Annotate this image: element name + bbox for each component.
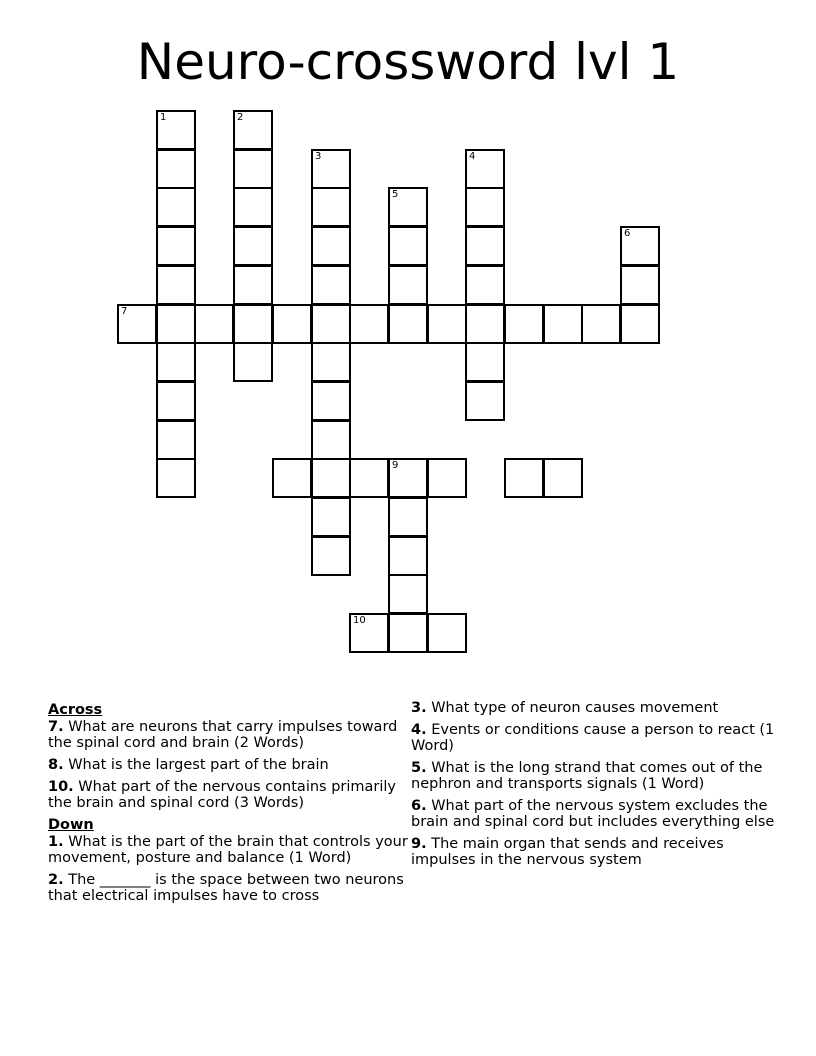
clue-text: What part of the nervous system excludes the brain and spinal cord but includes everything else	[411, 798, 775, 830]
cell-number: 2	[237, 112, 244, 123]
grid-cell[interactable]	[620, 265, 660, 305]
grid-cell[interactable]	[504, 458, 544, 498]
grid-cell[interactable]	[156, 381, 196, 421]
grid-cell[interactable]	[156, 226, 196, 266]
grid-cell[interactable]	[349, 304, 389, 344]
clue-number: 7.	[48, 719, 64, 735]
grid-cell[interactable]	[349, 613, 389, 653]
grid-cell[interactable]	[349, 458, 389, 498]
grid-cell[interactable]	[311, 226, 351, 266]
grid-cell[interactable]	[233, 149, 273, 189]
grid-cell[interactable]	[311, 265, 351, 305]
grid-cell[interactable]	[311, 149, 351, 189]
grid-cell[interactable]	[311, 187, 351, 227]
grid-cell[interactable]	[388, 458, 428, 498]
grid-cell[interactable]	[156, 420, 196, 460]
grid-cell[interactable]	[311, 342, 351, 382]
grid-cell[interactable]	[465, 265, 505, 305]
grid-cell[interactable]	[388, 187, 428, 227]
grid-cell[interactable]	[388, 574, 428, 614]
grid-cell[interactable]	[465, 187, 505, 227]
grid-cell[interactable]	[388, 226, 428, 266]
cell-number: 7	[121, 306, 128, 317]
clue-down-9	[411, 836, 781, 868]
cell-number: 9	[392, 460, 399, 471]
clue-text: What type of neuron causes movement	[431, 700, 719, 716]
clue-number: 4.	[411, 722, 427, 738]
grid-cell[interactable]	[427, 613, 467, 653]
grid-cell[interactable]	[504, 304, 544, 344]
clue-number: 10.	[48, 779, 74, 795]
grid-cell[interactable]	[465, 304, 505, 344]
clue-number: 9.	[411, 836, 427, 852]
clue-across-7	[48, 719, 408, 751]
grid-cell[interactable]	[272, 458, 312, 498]
grid-cell[interactable]	[427, 304, 467, 344]
grid-cell[interactable]	[311, 497, 351, 537]
grid-cell[interactable]	[117, 304, 157, 344]
across-header: Across	[48, 702, 103, 718]
clue-down-6	[411, 798, 781, 830]
grid-cell[interactable]	[388, 497, 428, 537]
cell-number: 1	[160, 112, 167, 123]
clue-text: What part of the nervous contains primarily the brain and spinal cord (3 Words)	[48, 779, 397, 811]
clues-left-column	[48, 700, 408, 910]
grid-cell[interactable]	[543, 304, 583, 344]
grid-cell[interactable]	[233, 226, 273, 266]
cell-number: 10	[353, 615, 366, 626]
clue-text: What is the part of the brain that controls your movement, posture and balance (1 Word)	[48, 834, 408, 866]
grid-cell[interactable]	[233, 110, 273, 150]
grid-cell[interactable]	[620, 226, 660, 266]
grid-cell[interactable]	[233, 265, 273, 305]
clues-right-column	[411, 700, 781, 874]
clue-text: What is the long strand that comes out of the nephron and transports signals (1 Word)	[411, 760, 763, 792]
down-header: Down	[48, 817, 94, 833]
clue-down-1	[48, 834, 408, 866]
cell-number: 4	[469, 151, 476, 162]
grid-cell[interactable]	[311, 420, 351, 460]
clue-down-2	[48, 872, 408, 904]
grid-cell[interactable]	[156, 265, 196, 305]
clue-across-8	[48, 757, 408, 773]
grid-cell[interactable]	[194, 304, 234, 344]
clue-across-10	[48, 779, 408, 811]
grid-cell[interactable]	[465, 149, 505, 189]
grid-cell[interactable]	[427, 458, 467, 498]
clue-text: Events or conditions cause a person to react (1 Word)	[411, 722, 775, 754]
grid-cell[interactable]	[620, 304, 660, 344]
clue-down-5	[411, 760, 781, 792]
clue-down-3	[411, 700, 781, 716]
grid-cell[interactable]	[311, 458, 351, 498]
grid-cell[interactable]	[465, 381, 505, 421]
clue-number: 3.	[411, 700, 427, 716]
grid-cell[interactable]	[156, 458, 196, 498]
grid-cell[interactable]	[156, 110, 196, 150]
clue-text: What is the largest part of the brain	[68, 757, 329, 773]
grid-cell[interactable]	[388, 613, 428, 653]
grid-cell[interactable]	[272, 304, 312, 344]
grid-cell[interactable]	[233, 187, 273, 227]
clue-text: The main organ that sends and receives impulses in the nervous system	[411, 836, 724, 868]
cell-number: 3	[315, 151, 322, 162]
grid-cell[interactable]	[311, 304, 351, 344]
clue-number: 5.	[411, 760, 427, 776]
grid-cell[interactable]	[388, 304, 428, 344]
grid-cell[interactable]	[388, 536, 428, 576]
grid-cell[interactable]	[311, 536, 351, 576]
grid-cell[interactable]	[581, 304, 621, 344]
cell-number: 6	[624, 228, 631, 239]
grid-cell[interactable]	[156, 304, 196, 344]
grid-cell[interactable]	[156, 149, 196, 189]
cell-number: 5	[392, 189, 399, 200]
clue-text: The _______ is the space between two neurons that electrical impulses have to cross	[48, 872, 404, 904]
clue-number: 2.	[48, 872, 64, 888]
clue-text: What are neurons that carry impulses toward the spinal cord and brain (2 Words)	[48, 719, 398, 751]
grid-cell[interactable]	[465, 342, 505, 382]
grid-cell[interactable]	[156, 187, 196, 227]
clue-number: 1.	[48, 834, 64, 850]
grid-cell[interactable]	[233, 342, 273, 382]
page-title: Neuro-crossword lvl 1	[136, 33, 680, 91]
grid-cell[interactable]	[465, 226, 505, 266]
grid-cell[interactable]	[156, 342, 196, 382]
clue-number: 6.	[411, 798, 427, 814]
clue-down-4	[411, 722, 781, 754]
clue-number: 8.	[48, 757, 64, 773]
grid-cell[interactable]	[388, 265, 428, 305]
grid-cell[interactable]	[543, 458, 583, 498]
grid-cell[interactable]	[233, 304, 273, 344]
grid-cell[interactable]	[311, 381, 351, 421]
